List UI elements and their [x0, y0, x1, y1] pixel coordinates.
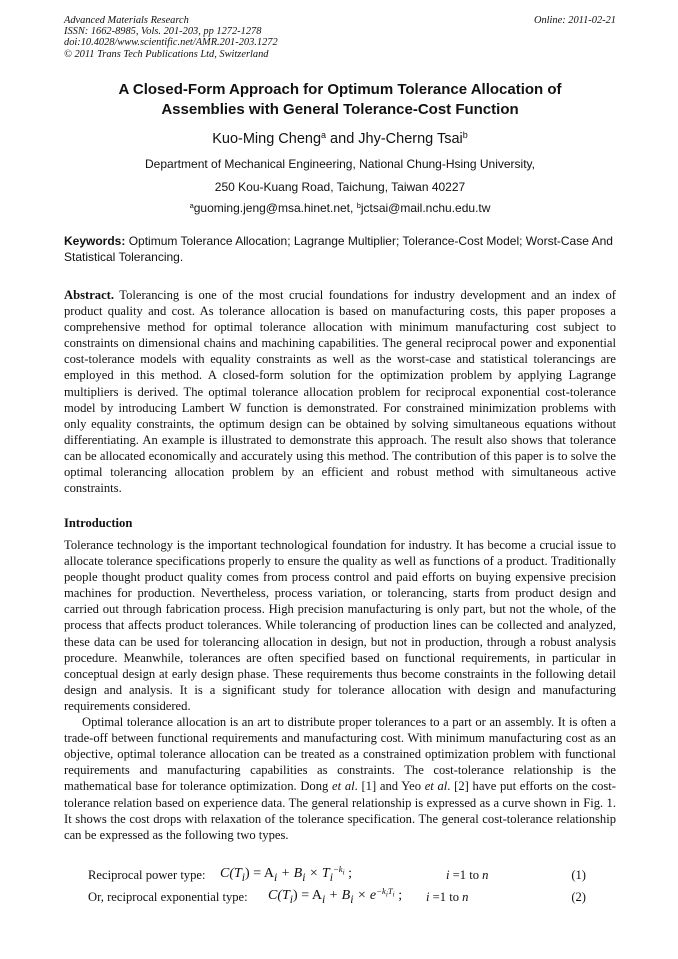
para2-etal-1: et al [332, 779, 355, 794]
eq1-plus: + B [277, 866, 303, 881]
eq2-exp-t: T [387, 886, 393, 897]
eq2-range-n: n [462, 890, 469, 904]
eq2-range-var: i [426, 890, 430, 904]
para2-text-c: . [2] have put efforts on the cost-tolerance relation based on experience data. The general relationship is expressed as a curve shown in Fig. 1. It shows the cost drops with relaxation of the tolerance specification. The general cost-tolerance relationship can be expressed as the following two types. [64, 779, 616, 842]
eq2-a-sub: i [321, 892, 326, 906]
issn-line: ISSN: 1662-8985, Vols. 201-203, pp 1272-1278 [64, 26, 262, 38]
eq1-exp: −k [332, 864, 343, 875]
online-date: Online: 2011-02-21 [533, 15, 616, 26]
para2-text-b: . [1] and Yeo [354, 779, 425, 794]
title-line-2: Assemblies with General Tolerance-Cost Function [161, 101, 519, 118]
eq2-rhs: ) = A [293, 888, 322, 903]
keywords-section [64, 233, 616, 265]
abstract-text: Tolerancing is one of the most crucial foundations for industry development and an index of product quality and cost. As tolerance allocation is based on manufacturing costs, this paper proposes a comprehensive method for optimal tolerance allocation with minimum manufacturing cost subject to constraints on dimensional chains and machining capabilities. The general reciprocal power and exponential cost-tolerance models with equality constraints as well as the worst-case and statistical tolerancings are employed in this method. A closed-form solution for the optimization problem by applying Lagrange multipliers is derived. The optimal tolerance allocation problem for reciprocal exponential cost-tolerance model by introducing Lambert W function is demonstrated. For constrained minimization problems with only equality constraints, the optimum design can be obtained by solving simultaneous equations without differentiating. An example is illustrated to demonstrate this approach. The result also shows that tolerance can be allocated economically and accurately using this method. The contribution of this paper is to solve the optimal tolerancing allocation problem by an efficient and robust method with simultaneous active constraints. [64, 288, 616, 496]
introduction-body [64, 537, 616, 843]
introduction-paragraph-1: Tolerance technology is the important technological foundation for industry. It has become a crucial issue to allocate tolerance specifications properly to ensure the quality as well as functions of a product. Traditionally people thought product quality comes from process control and paid efforts on buying expensive precision machines for production. Nevertheless, process variation, or tolerancing, starts from product design and carried out through fabrication process. High precision manufacturing is only part, but not the whole, of the process that affects product tolerances. While tolerancing of production lines can be collected and analyzed, these data can be used for tolerancing allocation in design, but not in production, through a robust analysis procedure. Meanwhile, tolerances are often specified based on functional requirements, in particular in conceptual design at early design phase. These requirements thus become constraints in the following detail design and analysis. It is a significant study for tolerance allocation with design and manufacturing requirements considered. [64, 538, 616, 713]
eq1-exp-sub: i [342, 868, 345, 877]
abstract-section [64, 287, 616, 496]
affiliation-address: 250 Kou-Kuang Road, Taichung, Taiwan 40227 [214, 180, 466, 194]
author-1-affil-mark: a [321, 130, 327, 141]
abstract-label: Abstract. [64, 288, 115, 302]
eq2-sep: ; [394, 888, 403, 903]
eq2-exponent [376, 886, 395, 899]
email-2-mark: b [356, 200, 361, 210]
equation-2-number: (2) [571, 890, 586, 904]
email-1: guoming.jeng@msa.hinet.net, [193, 201, 357, 215]
author-list [64, 131, 616, 147]
email-2: jctsai@mail.nchu.edu.tw [360, 201, 491, 215]
eq1-b-sub: i [302, 870, 306, 884]
equation-2-label: Or, reciprocal exponential type: [88, 890, 248, 904]
eq2-range-text: =1 to [429, 890, 463, 904]
equation-2-formula [268, 888, 402, 906]
author-conjunction: and [326, 131, 359, 147]
eq1-exponent [332, 864, 345, 877]
eq2-b-sub: i [350, 892, 354, 906]
equation-1-range [446, 868, 488, 883]
copyright-line: © 2011 Trans Tech Publications Ltd, Switzerland [64, 48, 269, 60]
equation-2 [88, 888, 616, 908]
paper-title [64, 80, 616, 120]
introduction-paragraph-2 [64, 714, 616, 843]
author-1: Kuo-Ming Cheng [212, 131, 322, 147]
affiliation-department: Department of Mechanical Engineering, National Chung-Hsing University, [145, 157, 535, 171]
eq1-range-n: n [482, 868, 489, 882]
eq1-range-text: =1 to [449, 868, 483, 882]
equation-1-label: Reciprocal power type: [88, 868, 206, 882]
equation-1 [88, 866, 616, 886]
journal-header [64, 15, 616, 60]
equation-1-number: (1) [571, 868, 586, 882]
author-2-affil-mark: b [462, 130, 468, 141]
eq2-times: × e [353, 888, 377, 903]
doi-line: doi:10.4028/www.scientific.net/AMR.201-203.1272 [64, 37, 278, 49]
keywords-text: Optimum Tolerance Allocation; Lagrange Multiplier; Tolerance-Cost Model; Worst-Case And Statistical Tolerancing. [64, 234, 613, 264]
email-1-mark: a [189, 200, 194, 210]
para2-text-a: Optimal tolerance allocation is an art to distribute proper tolerances to a part or an assembly. It is often a trade-off between functional requirements and manufacturing cost. With minimum manufacturing cost as an objective, optimal tolerance allocation can be treated as a constrained optimization problem with functional requirements and manufacturing capabilities as constraints. The cost-tolerance relationship is the mathematical base for tolerance optimization. Dong [64, 715, 616, 794]
eq1-a-sub: i [273, 870, 278, 884]
eq1-lhs: C(T [220, 866, 242, 881]
eq2-plus: + B [325, 888, 351, 903]
equation-1-formula [220, 866, 352, 884]
eq1-times: × T [305, 866, 330, 881]
eq1-lhs-sub: i [241, 870, 246, 884]
title-line-1: A Closed-Form Approach for Optimum Tolerance Allocation of [118, 81, 562, 98]
keywords-label: Keywords: [64, 234, 126, 248]
eq2-exp: −k [376, 886, 386, 897]
eq1-sep: ; [344, 866, 353, 881]
introduction-heading: Introduction [64, 516, 133, 530]
eq1-range-var: i [446, 868, 450, 882]
eq2-exp-t-sub: i [392, 890, 395, 899]
eq1-t-sub: i [329, 870, 333, 884]
eq2-lhs: C(T [268, 888, 290, 903]
eq2-exp-sub: i [385, 890, 388, 899]
equation-2-range [426, 890, 468, 905]
para2-etal-2: et al [424, 779, 448, 794]
eq1-rhs: ) = A [245, 866, 274, 881]
author-2: Jhy-Cherng Tsai [358, 131, 463, 147]
affiliation-emails [64, 201, 616, 215]
journal-name: Advanced Materials Research [64, 15, 189, 26]
eq2-lhs-sub: i [289, 892, 294, 906]
